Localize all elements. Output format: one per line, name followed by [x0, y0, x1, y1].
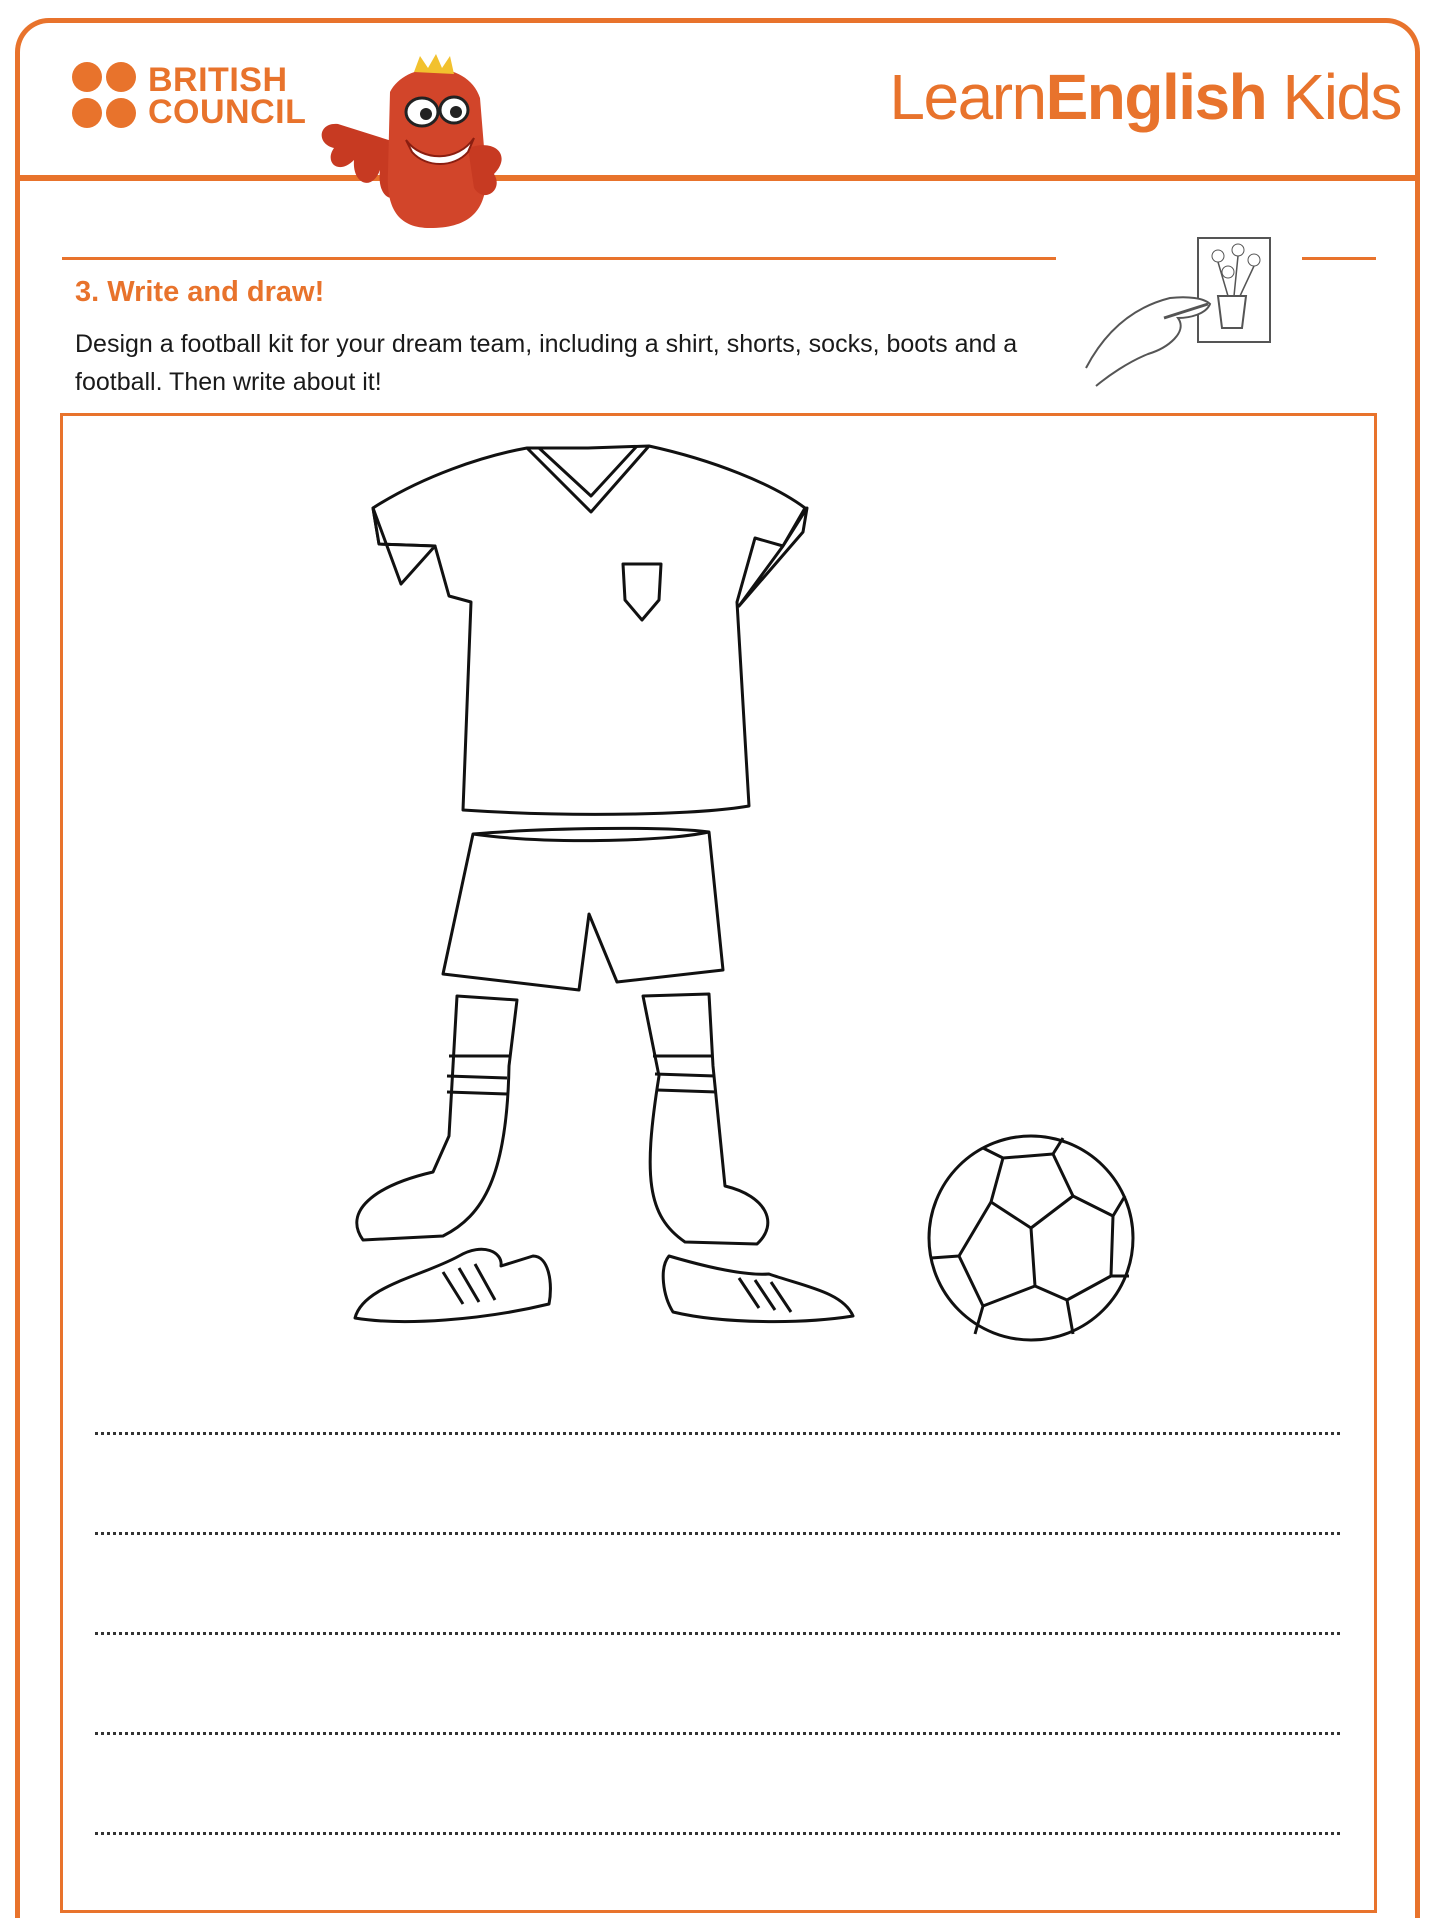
- logo-english: English: [1045, 61, 1267, 133]
- football-kit-outline: [63, 416, 1380, 1516]
- brand-line-2: COUNCIL: [148, 93, 307, 131]
- writing-line[interactable]: [95, 1732, 1340, 1735]
- football-socks: [357, 994, 768, 1244]
- british-council-wordmark: [148, 61, 307, 131]
- section-title: 3. Write and draw!: [75, 276, 325, 308]
- writing-line[interactable]: [95, 1832, 1340, 1835]
- writing-line[interactable]: [95, 1532, 1340, 1535]
- football-shirt: [373, 446, 807, 814]
- section-rule-left: [62, 257, 1056, 260]
- logo-kids: Kids: [1266, 61, 1401, 133]
- brand-line-1: BRITISH: [148, 61, 288, 99]
- logo-learn: Learn: [889, 61, 1046, 133]
- monster-mascot: [318, 52, 518, 232]
- header-divider: [15, 175, 1420, 181]
- drawing-area[interactable]: [60, 413, 1377, 1913]
- football: [929, 1136, 1133, 1340]
- writing-line[interactable]: [95, 1432, 1340, 1435]
- football-boots: [355, 1249, 853, 1321]
- writing-line[interactable]: [95, 1632, 1340, 1635]
- football-shorts: [443, 828, 723, 990]
- section-rule-right: [1302, 257, 1376, 260]
- british-council-dots-icon: [72, 62, 136, 130]
- learnenglish-kids-logo: [889, 60, 1401, 134]
- section-instructions: Design a football kit for your dream team, including a shirt, shorts, socks, boots and a football. Then write about it!: [75, 330, 1018, 396]
- british-council-logo: [72, 62, 306, 130]
- hand-drawing-icon: [1078, 236, 1278, 391]
